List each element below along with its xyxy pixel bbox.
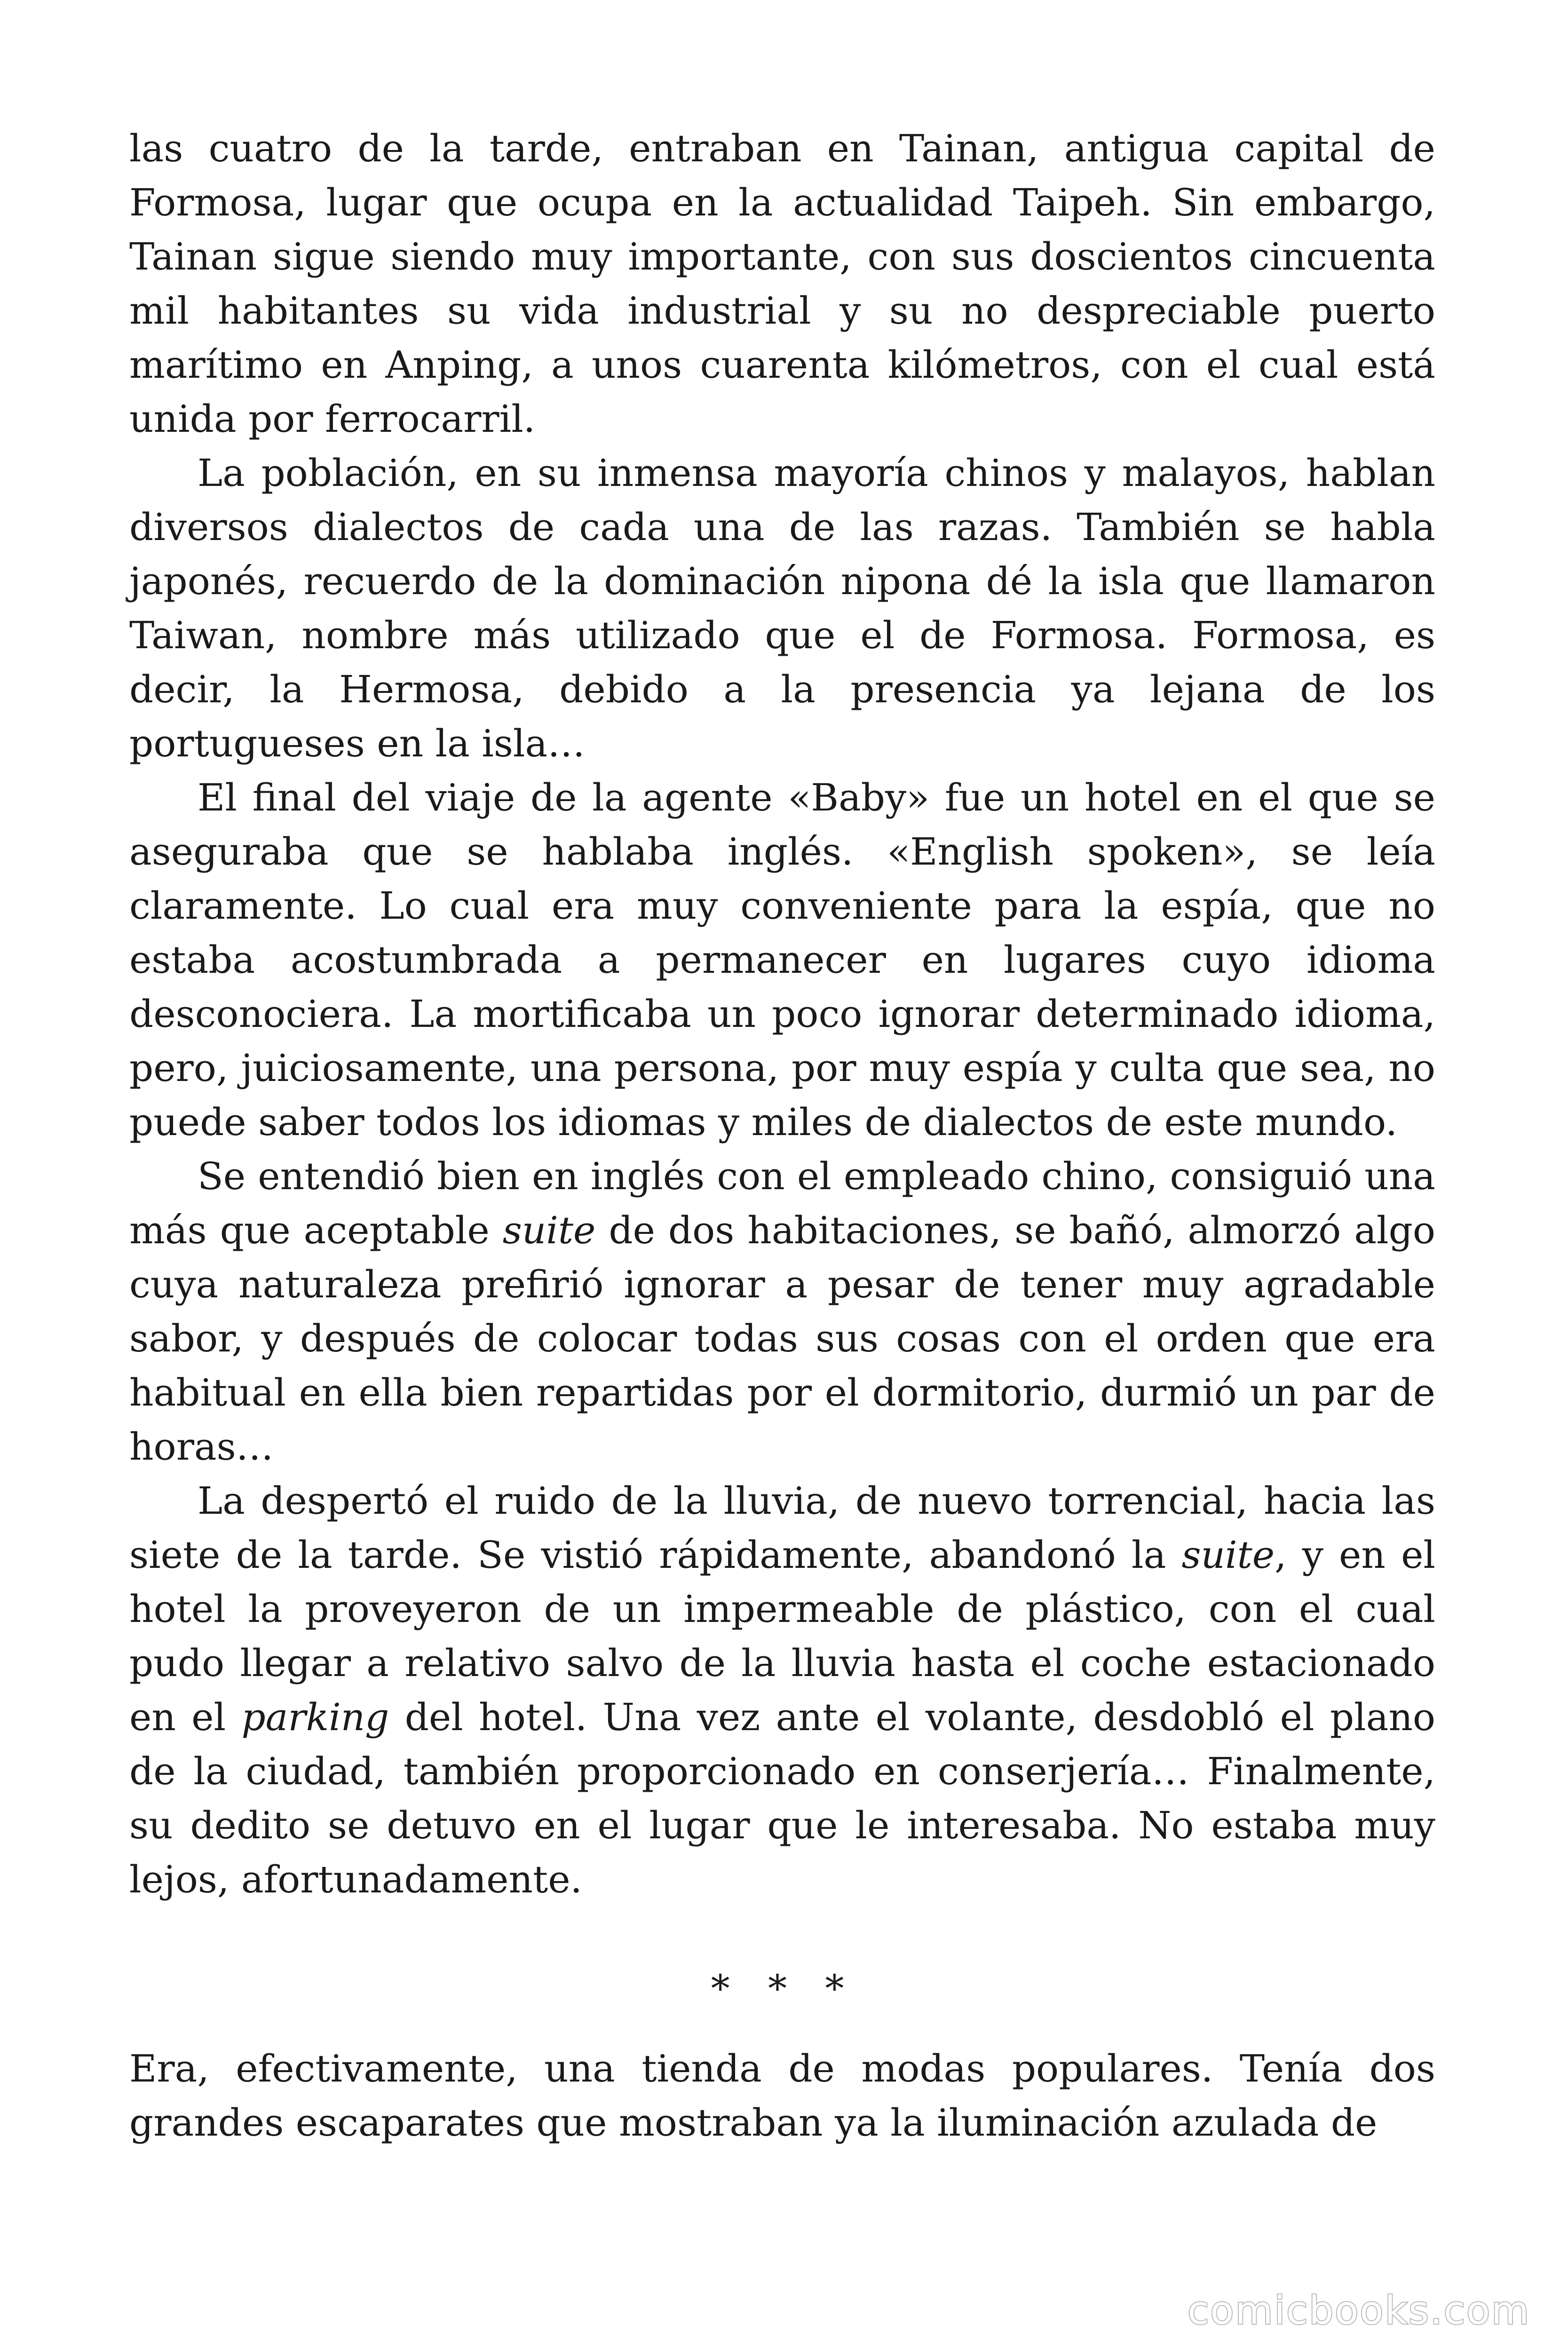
scene-break: * * * xyxy=(711,1967,857,2010)
paragraph-4 xyxy=(129,1149,1435,1474)
paragraph-5 xyxy=(129,1474,1435,1907)
italic-suite-1: suite xyxy=(502,1208,596,1252)
paragraph-3: El final del viaje de la agente «Baby» fue un hotel en el que se aseguraba que se hablaba inglés. «English spoken», se leía claramente. Lo cual era muy conveniente para la espía, que no estaba acostumbrada a permanecer en lugares cuyo idioma desconociera. La mortificaba un poco ignorar determinado idioma, pero, juiciosamente, una persona, por muy espía y culta que sea, no puede saber todos los idiomas y miles de dialectos de este mundo. xyxy=(129,776,1435,1144)
paragraph-5-part-1: La despertó el ruido de la lluvia, de nuevo torrencial, hacia las siete de la tarde. Se vistió rápidamente, abandonó la xyxy=(129,1479,1435,1577)
after-break-text-block xyxy=(129,2042,1435,2150)
paragraph-5-part-2: , y en el hotel la proveyeron de un impermeable de plástico, con el cual pudo llegar a relativo salvo de la lluvia hasta el coche estacionado en el xyxy=(129,1533,1436,1739)
paragraph-6: Era, efectivamente, una tienda de modas populares. Tenía dos grandes escaparates que mostraban ya la iluminación azulada de xyxy=(129,2047,1435,2145)
italic-suite-2: suite xyxy=(1181,1533,1275,1577)
paragraph-1: las cuatro de la tarde, entraban en Tainan, antigua capital de Formosa, lugar que ocupa en la actualidad Taipeh. Sin embargo, Tainan sigue siendo muy importante, con sus doscientos cincuenta mil habitantes su vida industrial y su no despreciable puerto marítimo en Anping, a unos cuarenta kilómetros, con el cual está unida por ferrocarril. xyxy=(129,127,1435,441)
paragraph-4-part-2: de dos habitaciones, se bañó, almorzó algo cuya naturaleza prefirió ignorar a pesar de tener muy agradable sabor, y después de colocar todas sus cosas con el orden que era habitual en ella bien repartidas por el dormitorio, durmió un par de horas… xyxy=(129,1208,1435,1469)
paragraph-2: La población, en su inmensa mayoría chinos y malayos, hablan diversos dialectos de cada una de las razas. También se habla japonés, recuerdo de la dominación nipona dé la isla que llamaron Taiwan, nombre más utilizado que el de Formosa. Formosa, es decir, la Hermosa, debido a la presencia ya lejana de los portugueses en la isla… xyxy=(129,451,1435,765)
paragraph-5-part-3: del hotel. Una vez ante el volante, desdobló el plano de la ciudad, también proporcionado en conserjería… Finalmente, su dedito se detuvo en el lugar que le interesaba. No estaba muy lejos, afortunadamente. xyxy=(129,1695,1435,1901)
watermark-logo: comicbooks.com xyxy=(1188,2288,1530,2333)
italic-parking: parking xyxy=(241,1695,389,1739)
paragraph-4-part-1: Se entendió bien en inglés con el empleado chino, consiguió una más que aceptable xyxy=(129,1154,1435,1252)
main-text-block xyxy=(129,121,1435,1907)
